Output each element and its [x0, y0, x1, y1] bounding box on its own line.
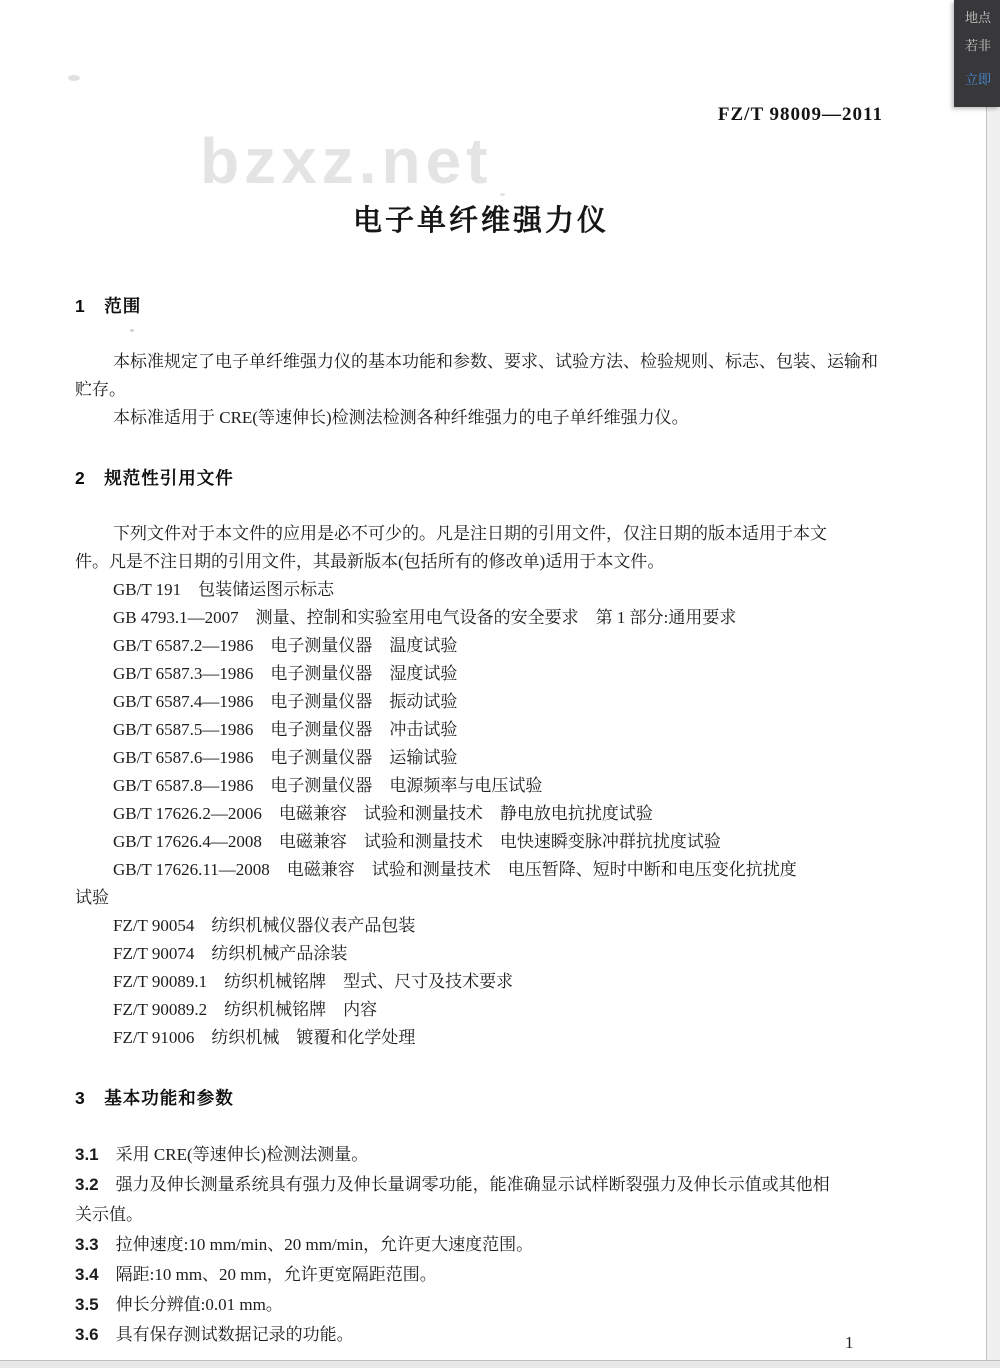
reference-item: FZ/T 90089.2 纺织机械铭牌 内容 [113, 1000, 378, 1019]
reference-item: FZ/T 91006 纺织机械 镀覆和化学处理 [113, 1028, 416, 1047]
page-bottom-edge [0, 1360, 1000, 1368]
clause-number: 3.4 [75, 1265, 99, 1284]
paragraph-line: 贮存。 [75, 380, 126, 399]
clause-text: 伸长分辨值:0.01 mm。 [115, 1295, 283, 1314]
clause-item [75, 1230, 905, 1260]
page-right-edge [986, 0, 1000, 1368]
clause-continuation: 关示值。 [75, 1205, 143, 1224]
clause-number: 3.1 [75, 1145, 99, 1164]
reference-item: GB/T 191 包装储运图示标志 [113, 580, 335, 599]
reference-item: GB/T 6587.5—1986 电子测量仪器 冲击试验 [113, 720, 458, 739]
clause-text: 强力及伸长测量系统具有强力及伸长量调零功能，能准确显示试样断裂强力及伸长示值或其他相 [115, 1175, 830, 1194]
reference-item: GB/T 17626.4—2008 电磁兼容 试验和测量技术 电快速瞬变脉冲群抗扰度试验 [113, 832, 721, 851]
spacer [75, 320, 905, 348]
spacer [75, 1052, 905, 1080]
spacer [75, 492, 905, 520]
paragraph-line: 件。凡是不注日期的引用文件，其最新版本(包括所有的修改单)适用于本文件。 [75, 552, 665, 571]
document-title: 电子单纤维强力仪 [352, 205, 609, 237]
paragraph-line: 下列文件对于本文件的应用是必不可少的。凡是注日期的引用文件，仅注日期的版本适用于本文 [113, 524, 827, 543]
document-body [75, 288, 905, 1350]
clause-item [75, 1260, 905, 1290]
clause-number: 3.2 [75, 1175, 99, 1194]
reference-item: FZ/T 90074 纺织机械产品涂装 [113, 944, 348, 963]
scan-speck [500, 193, 505, 196]
spacer [75, 1112, 905, 1140]
reference-item: GB/T 6587.8—1986 电子测量仪器 电源频率与电压试验 [113, 776, 543, 795]
reference-item: GB/T 6587.3—1986 电子测量仪器 湿度试验 [113, 664, 458, 683]
paragraph-line: 本标准规定了电子单纤维强力仪的基本功能和参数、要求、试验方法、检验规则、标志、包装、运输和 [113, 352, 878, 371]
reference-item: GB/T 6587.6—1986 电子测量仪器 运输试验 [113, 748, 458, 767]
reference-item: GB/T 6587.2—1986 电子测量仪器 温度试验 [113, 636, 458, 655]
paragraph-line: 试验 [75, 888, 109, 907]
clause-number: 3.3 [75, 1235, 99, 1254]
reference-item: GB/T 17626.2—2006 电磁兼容 试验和测量技术 静电放电抗扰度试验 [113, 804, 653, 823]
overlay-text-line1: 地点 [965, 10, 992, 25]
clause-item [75, 1290, 905, 1320]
clause-item [75, 1140, 905, 1170]
reference-item: GB 4793.1—2007 测量、控制和实验室用电气设备的安全要求 第 1 部分:通用要求 [113, 608, 737, 627]
reference-item: GB/T 17626.11—2008 电磁兼容 试验和测量技术 电压暂降、短时中断和电压变化抗扰度 [113, 860, 797, 879]
page-number: 1 [845, 1333, 854, 1352]
watermark-text: bzxz.net [200, 125, 493, 197]
clause-text: 采用 CRE(等速伸长)检测法测量。 [115, 1145, 369, 1164]
overlay-action-link[interactable]: 立即 [965, 72, 992, 87]
reference-item: GB/T 6587.4—1986 电子测量仪器 振动试验 [113, 692, 458, 711]
standard-code-header: FZ/T 98009—2011 [717, 104, 883, 125]
clause-item [75, 1320, 905, 1350]
spacer [75, 432, 905, 460]
clause-text: 隔距:10 mm、20 mm，允许更宽隔距范围。 [115, 1265, 437, 1284]
scan-smudge [68, 75, 80, 81]
clause-text: 具有保存测试数据记录的功能。 [115, 1325, 354, 1344]
reference-item: FZ/T 90089.1 纺织机械铭牌 型式、尺寸及技术要求 [113, 972, 514, 991]
clause-item [75, 1170, 905, 1200]
section-heading: 2 规范性引用文件 [75, 468, 234, 488]
clause-number: 3.5 [75, 1295, 99, 1314]
overlay-text-line2: 若非 [965, 38, 992, 53]
reference-item: FZ/T 90054 纺织机械仪器仪表产品包装 [113, 916, 416, 935]
clause-text: 拉伸速度:10 mm/min、20 mm/min，允许更大速度范围。 [115, 1235, 534, 1254]
section-heading: 1 范围 [75, 296, 142, 316]
section-heading: 3 基本功能和参数 [75, 1088, 234, 1108]
clause-number: 3.6 [75, 1325, 99, 1344]
paragraph-line: 本标准适用于 CRE(等速伸长)检测法检测各种纤维强力的电子单纤维强力仪。 [113, 408, 689, 427]
overlay-notification-panel [954, 0, 1000, 107]
